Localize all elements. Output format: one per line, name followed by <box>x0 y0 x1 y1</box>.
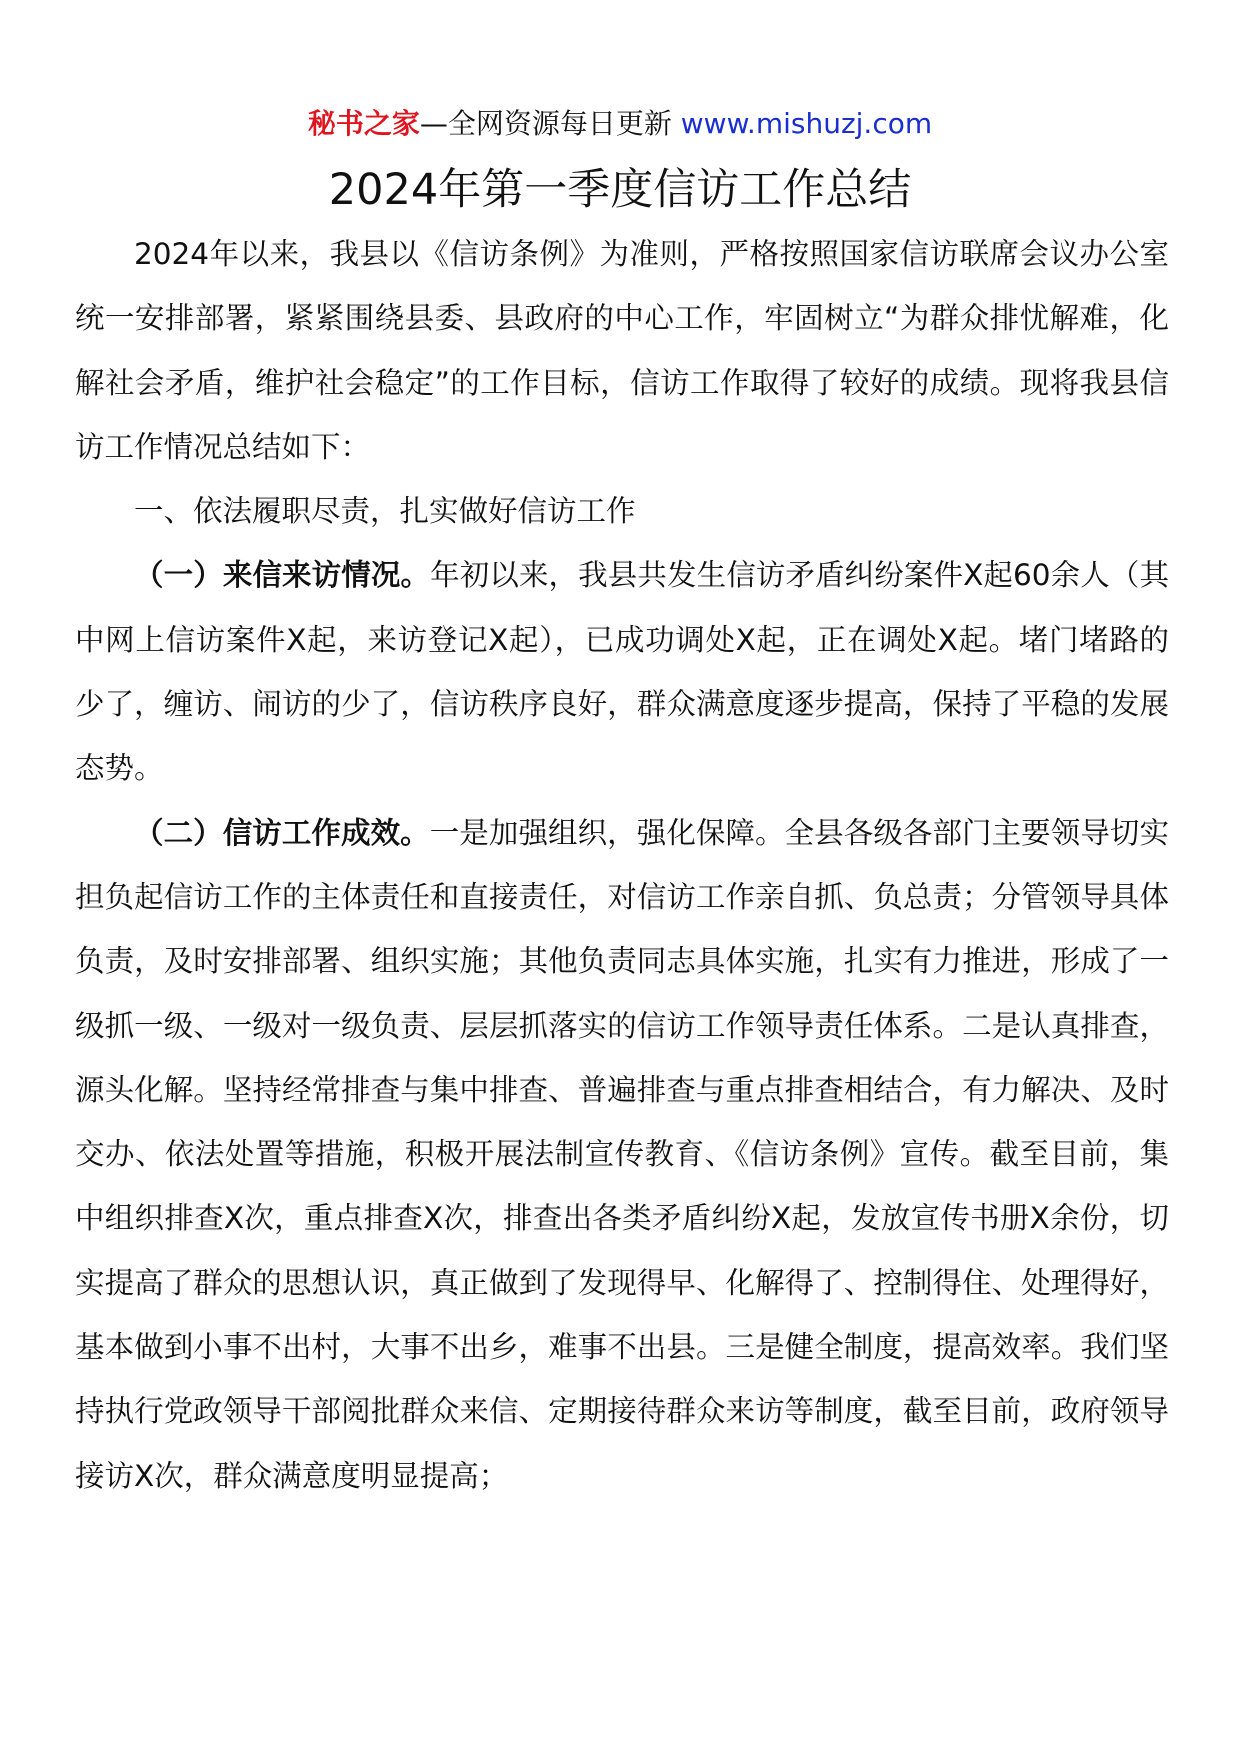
section-1-heading: 一、依法履职尽责，扎实做好信访工作 <box>134 494 636 529</box>
subsection-2-text: 一是加强组织，强化保障。全县各级各部门主要领导切实担负起信访工作的主体责任和直接责任，对信访工作亲自抓、负总责；分管领导具体负责，及时安排部署、组织实施；其他负责同志具体实施，扎实有力推进，形成了一级抓一级、一级对一级负责、层层抓落实的信访工作领导责任体系。二是认真排查，源头化解。坚持经常排查与集中排查、普遍排查与重点排查相结合，有力解决、及时交办、依法处置等措施，积极开展法制宣传教育、《信访条例》宣传。截至目前，集中组织排查X次，重点排查X次，排查出各类矛盾纠纷X起，发放宣传书册X余份，切实提高了群众的思想认识，真正做到了发现得早、化解得了、控制得住、处理得好，基本做到小事不出村，大事不出乡，难事不出县。三是健全制度，提高效率。我们坚持执行党政领导干部阅批群众来信、定期接待群众来访等制度，截至目前，政府领导接访X次，群众满意度明显提高； <box>75 815 1169 1493</box>
brand-name: 秘书之家 <box>307 107 420 140</box>
site-url[interactable]: www.mishuzj.com <box>680 107 933 140</box>
site-header <box>0 104 1240 144</box>
subsection-1-heading: （一）来信来访情况。 <box>134 558 431 593</box>
subsection-1-paragraph <box>75 543 1169 800</box>
document-title: 2024年第一季度信访工作总结 <box>328 165 912 215</box>
intro-paragraph: 2024年以来，我县以《信访条例》为准则，严格按照国家信访联席会议办公室统一安排部署，紧紧围绕县委、县政府的中心工作，牢固树立“为群众排忧解难，化解社会矛盾，维护社会稳定”的工作目标，信访工作取得了较好的成绩。现将我县信访工作情况总结如下： <box>75 237 1169 464</box>
subsection-2-paragraph <box>75 801 1169 1508</box>
site-tagline: —全网资源每日更新 <box>419 107 681 140</box>
subsection-1-text: 年初以来，我县共发生信访矛盾纠纷案件X起60余人（其中网上信访案件X起，来访登记X起），已成功调处X起，正在调处X起。堵门堵路的少了，缠访、闹访的少了，信访秩序良好，群众满意度逐步提高，保持了平稳的发展态势。 <box>75 558 1169 786</box>
document-body <box>75 222 1169 1508</box>
subsection-2-heading: （二）信访工作成效。 <box>134 815 430 850</box>
